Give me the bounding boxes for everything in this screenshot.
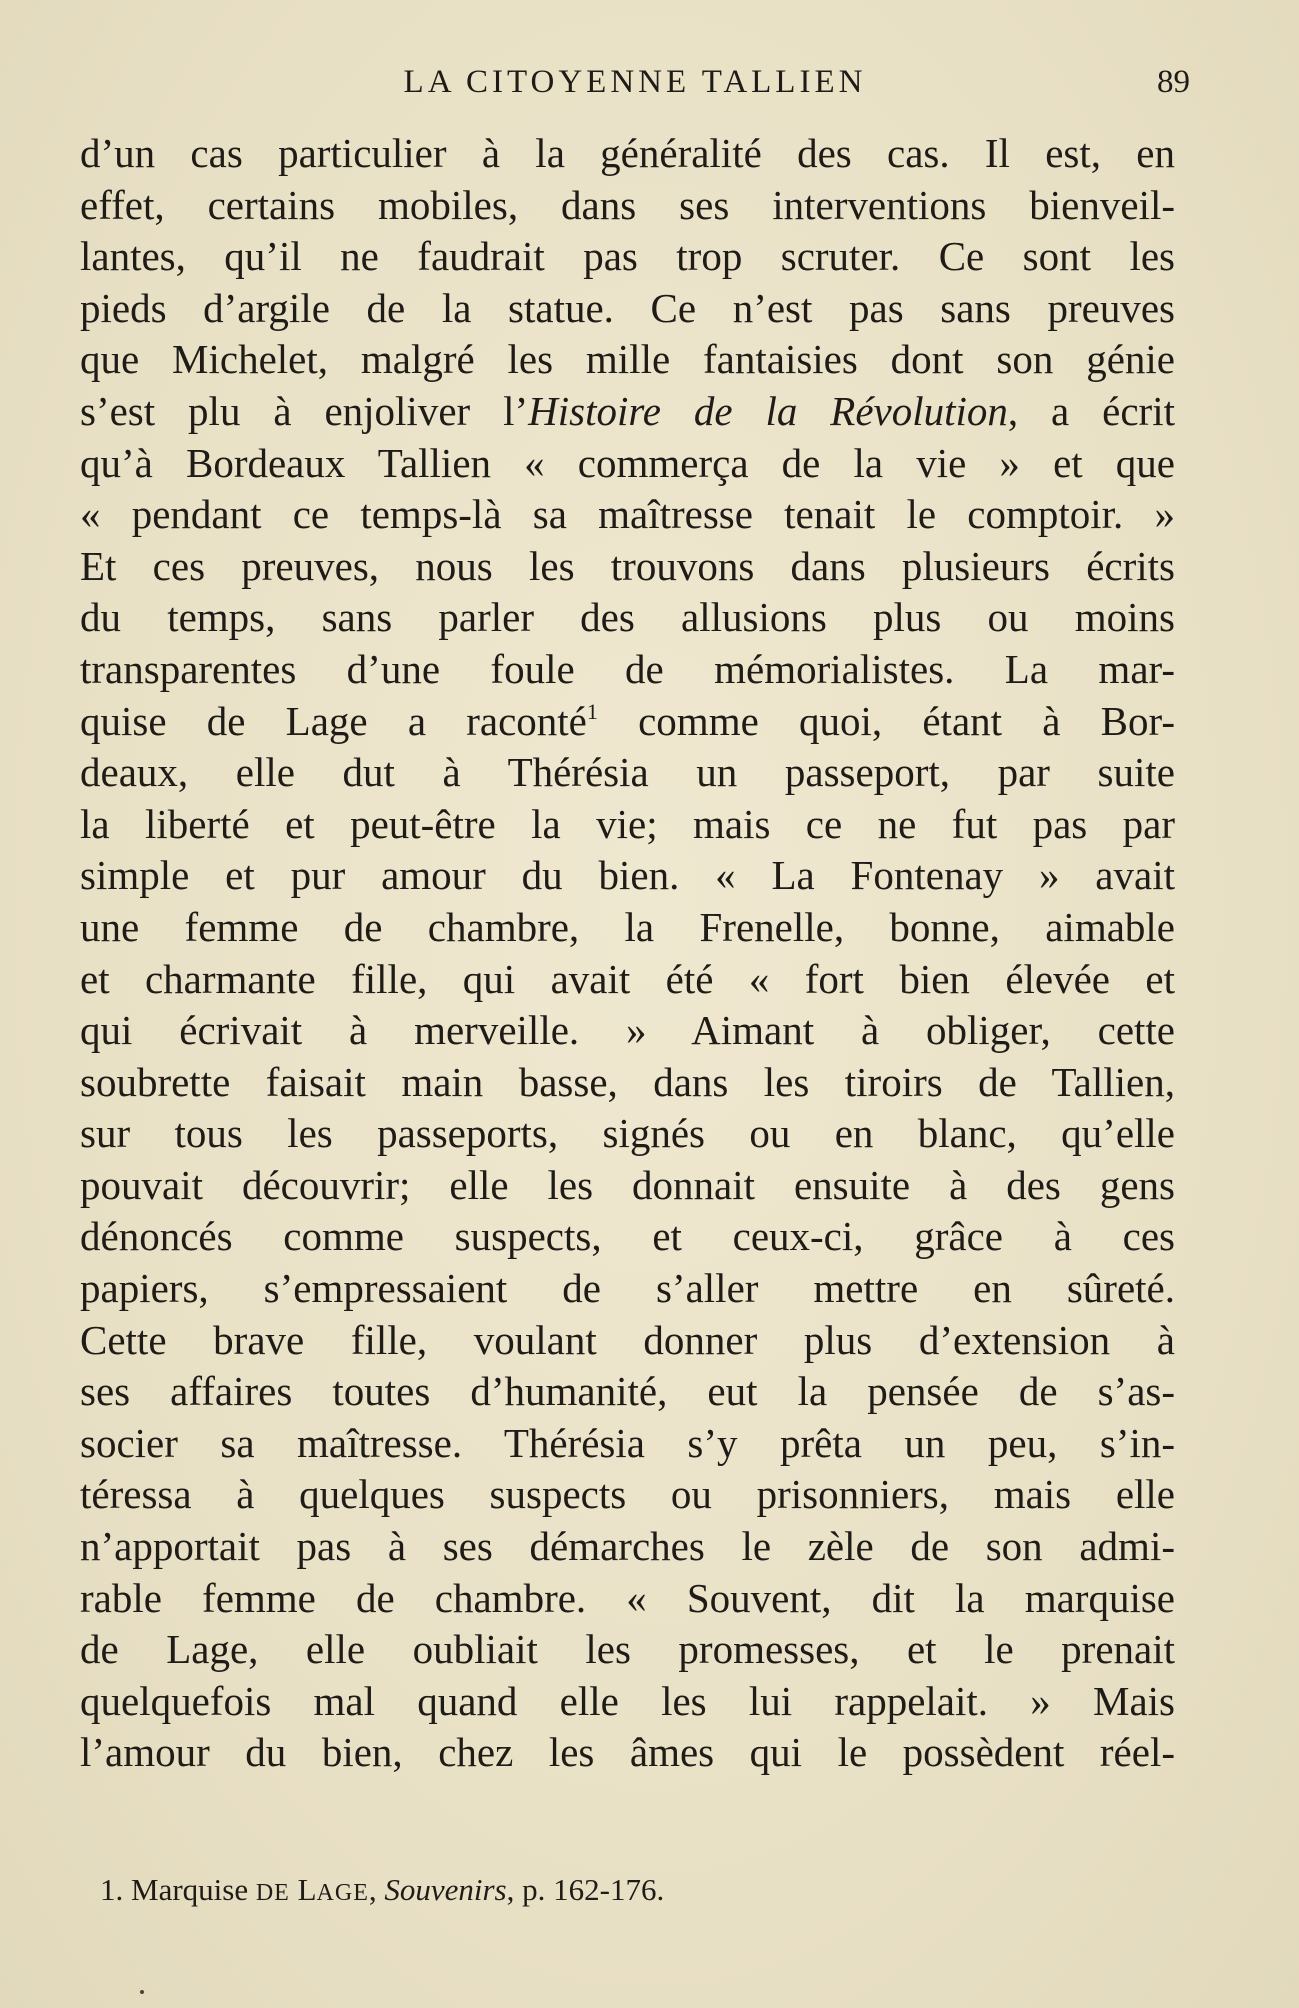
text-line: rable femme de chambre. « Souvent, dit la marquise xyxy=(80,1574,1175,1621)
text-line: lantes, qu’il ne faudrait pas trop scruter. Ce sont les xyxy=(80,233,1175,280)
text-segment: s’est plu à enjoliver l’ xyxy=(80,387,529,434)
footnote-work-title: Souvenirs xyxy=(384,1872,507,1907)
text-line xyxy=(80,696,1175,748)
footnote-number: 1. xyxy=(100,1872,124,1907)
text-line: ses affaires toutes d’humanité, eut la pensée de s’as- xyxy=(80,1368,1175,1415)
running-head xyxy=(80,64,1190,108)
text-line: l’amour du bien, chez les âmes qui le possèdent réel- xyxy=(80,1729,1175,1776)
italic-title: Histoire de la Révolution xyxy=(528,387,1008,434)
text-line: sur tous les passeports, signés ou en blanc, qu’elle xyxy=(80,1110,1175,1157)
text-line: Et ces preuves, nous les trouvons dans plusieurs écrits xyxy=(80,542,1175,589)
text-line: dénoncés comme suspects, et ceux-ci, grâce à ces xyxy=(80,1213,1175,1260)
text-line: soubrette faisait main basse, dans les tiroirs de Tallien, xyxy=(80,1058,1175,1105)
text-line: simple et pur amour du bien. « La Fontenay » avait xyxy=(80,852,1175,899)
text-line: de Lage, elle oubliait les promesses, et le prenait xyxy=(80,1626,1175,1673)
running-title: LA CITOYENNE TALLIEN xyxy=(403,64,867,100)
page-number: 89 xyxy=(1157,64,1190,100)
text-line: « pendant ce temps-là sa maîtresse tenait le comptoir. » xyxy=(80,491,1175,538)
footnote-author-first: Marquise xyxy=(131,1872,249,1907)
text-line: transparentes d’une foule de mémorialistes. La mar- xyxy=(80,645,1175,692)
footnote-author-particle: DE xyxy=(255,1880,290,1906)
text-line: que Michelet, malgré les mille fantaisies dont son génie xyxy=(80,336,1175,383)
text-line: une femme de chambre, la Frenelle, bonne, aimable xyxy=(80,903,1175,950)
footnote-author-initial: L xyxy=(297,1872,317,1907)
text-segment: , a écrit xyxy=(1007,387,1175,434)
text-line: la liberté et peut-être la vie; mais ce ne fut pas par xyxy=(80,800,1175,847)
text-line xyxy=(80,386,1175,438)
paper-speck xyxy=(140,1990,144,1994)
text-line: d’un cas particulier à la généralité des cas. Il est, en xyxy=(80,130,1175,176)
text-line: deaux, elle dut à Thérésia un passeport, par suite xyxy=(80,749,1175,796)
text-line: qu’à Bordeaux Tallien « commerça de la vie » et que xyxy=(80,439,1175,486)
text-line: pouvait découvrir; elle les donnait ensuite à des gens xyxy=(80,1161,1175,1208)
footnote-pages: , p. 162-176. xyxy=(506,1872,665,1907)
text-line: socier sa maîtresse. Thérésia s’y prêta un peu, s’in- xyxy=(80,1419,1175,1466)
text-line: papiers, s’empressaient de s’aller mettre en sûreté. xyxy=(80,1265,1175,1312)
footnote-reference: 1 xyxy=(586,698,598,724)
text-line: qui écrivait à merveille. » Aimant à obliger, cette xyxy=(80,1007,1175,1054)
text-line: Cette brave fille, voulant donner plus d’extension à xyxy=(80,1316,1175,1363)
footnote: 1. Marquise DE LAGE, Souvenirs, p. 162-176. xyxy=(100,1872,665,1907)
text-line: téressa à quelques suspects ou prisonniers, mais elle xyxy=(80,1471,1175,1518)
text-segment: comme quoi, étant à Bor- xyxy=(597,697,1175,744)
text-line: et charmante fille, qui avait été « fort bien élevée et xyxy=(80,955,1175,1002)
text-line: pieds d’argile de la statue. Ce n’est pas sans preuves xyxy=(80,284,1175,331)
footnote-author-rest: AGE xyxy=(316,1880,369,1906)
text-line: du temps, sans parler des allusions plus ou moins xyxy=(80,594,1175,641)
text-line: n’apportait pas à ses démarches le zèle de son admi- xyxy=(80,1523,1175,1570)
text-line: effet, certains mobiles, dans ses interventions bienveil- xyxy=(80,181,1175,228)
text-segment: quise de Lage a raconté xyxy=(80,697,587,744)
text-line: quelquefois mal quand elle les lui rappelait. » Mais xyxy=(80,1677,1175,1724)
body-text xyxy=(80,128,1175,1779)
